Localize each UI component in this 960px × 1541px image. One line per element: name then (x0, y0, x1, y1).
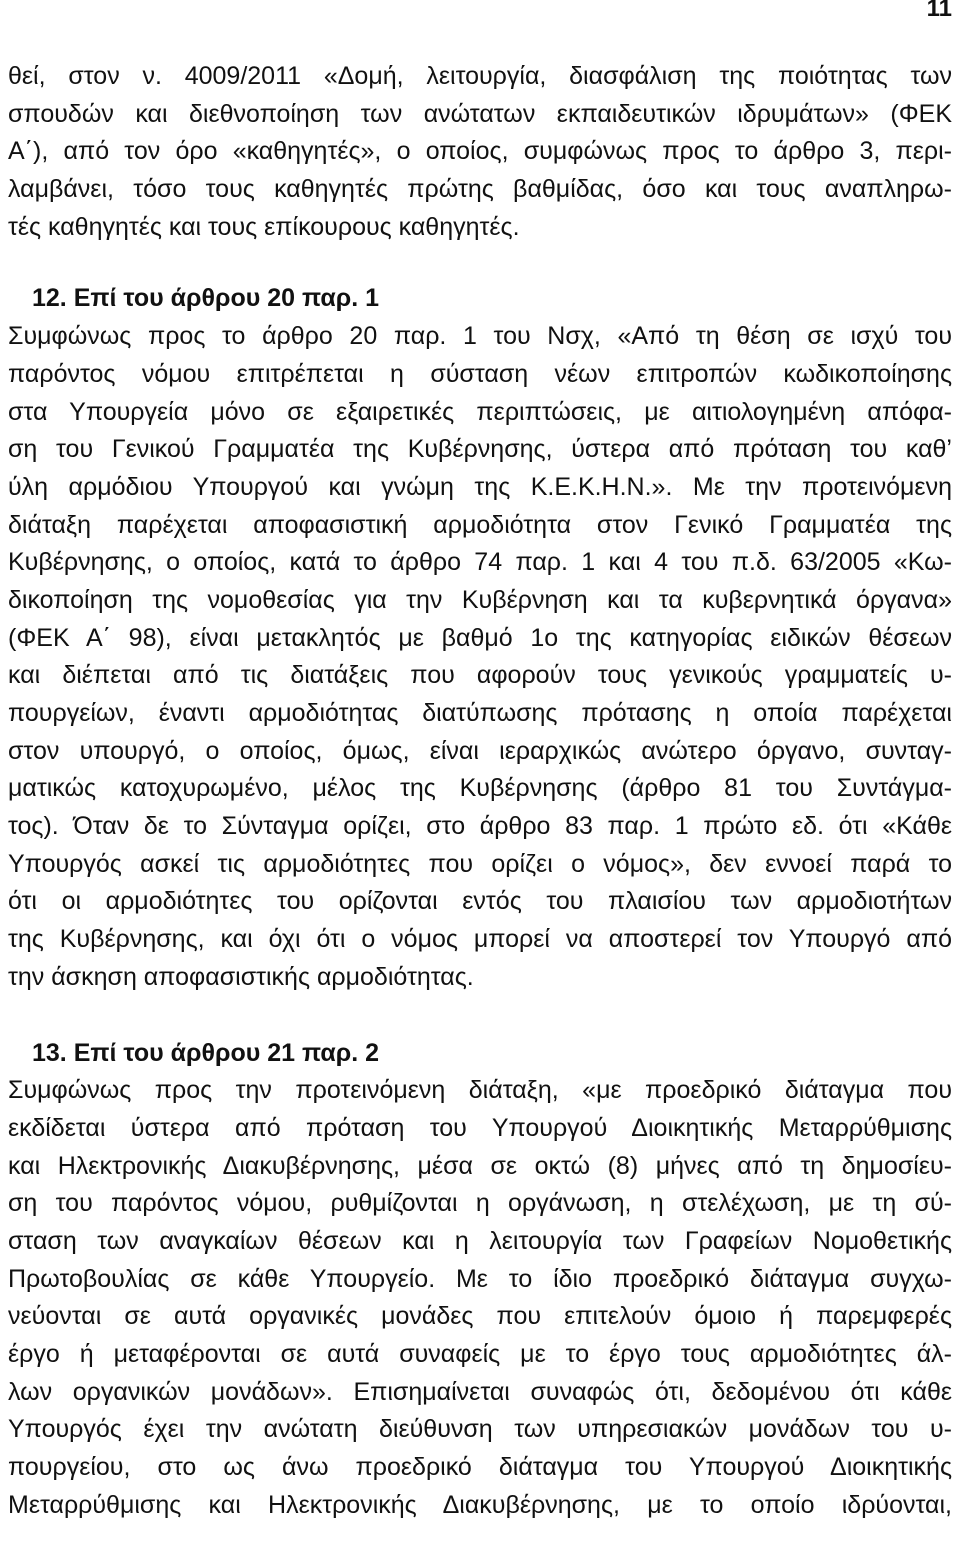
text-line: Συμφώνως προς το άρθρο 20 παρ. 1 του Νσχ, «Από τη θέση σε ισχύ του (8, 322, 952, 351)
section-heading: 12. Επί του άρθρου 20 παρ. 1 (32, 284, 380, 313)
text-line: Υπουργός έχει την ανώτατη διεύθυνση των υπηρεσιακών μονάδων του υ- (8, 1415, 952, 1444)
text-line: θεί, στον ν. 4009/2011 «Δομή, λειτουργία, διασφάλιση της ποιότητας των (8, 62, 952, 90)
text-line: λων οργανικών μονάδων». Επισημαίνεται συναφώς ότι, δεδομένου ότι κάθε (8, 1377, 952, 1406)
text-line: πουργείου, στο ως άνω προεδρικό διάταγμα του Υπουργού Διοικητικής (8, 1453, 952, 1482)
section-13 (8, 1035, 952, 1525)
text-line: της Κυβέρνησης, και όχι ότι ο νόμος μπορεί να αποστερεί τον Υπουργό από (8, 925, 952, 954)
text-line: ύλη αρμόδιου Υπουργού και γνώμη της Κ.Ε.Κ.Η.Ν.». Με την προτεινόμενη (8, 472, 952, 501)
section-12 (8, 280, 952, 996)
text-line: ση του παρόντος νόμου, ρυθμίζονται η οργάνωση, η στελέχωση, με τη σύ- (8, 1189, 952, 1218)
text-line: στον υπουργό, ο οποίος, όμως, είναι ιεραρχικώς ανώτερο όργανο, συνταγ- (8, 736, 952, 765)
section-heading: 13. Επί του άρθρου 21 παρ. 2 (32, 1038, 380, 1067)
text-line: λαμβάνει, τόσο τους καθηγητές πρώτης βαθμίδας, όσο και τους αναπληρω- (8, 175, 952, 204)
text-line: ότι οι αρμοδιότητες του ορίζονται εντός του πλαισίου των αρμοδιοτήτων (8, 887, 952, 916)
text-line: ματικώς κατοχυρωμένο, μέλος της Κυβέρνησης (άρθρο 81 του Συντάγμα- (8, 774, 952, 803)
text-line: Συμφώνως προς την προτεινόμενη διάταξη, «με προεδρικό διάταγμα που (8, 1076, 952, 1105)
text-line: Μεταρρύθμισης και Ηλεκτρονικής Διακυβέρνησης, με το οποίο ιδρύονται, (8, 1490, 952, 1519)
text-line: ση του Γενικού Γραμματέα της Κυβέρνησης, ύστερα από πρόταση του καθ’ (8, 435, 952, 464)
text-line: πουργείων, έναντι αρμοδιότητας διατύπωσης πρότασης η οποία παρέχεται (8, 699, 952, 727)
text-line: έργο ή μεταφέρονται σε αυτά συναφείς με το έργο τους αρμοδιότητες άλ- (8, 1340, 952, 1368)
text-line: (ΦΕΚ Α΄ 98), είναι μετακλητός με βαθμό 1ο της κατηγορίας ειδικών θέσεων (8, 623, 952, 652)
text-line: τές καθηγητές και τους επίκουρους καθηγητές. (8, 212, 520, 241)
text-line: εκδίδεται ύστερα από πρόταση του Υπουργού Διοικητικής Μεταρρύθμισης (8, 1113, 952, 1142)
text-line: Υπουργός ασκεί τις αρμοδιότητες που ορίζει ο νόμος», δεν εννοεί παρά το (8, 849, 952, 878)
text-line: Α΄), από τον όρο «καθηγητές», ο οποίος, συμφώνως προς το άρθρο 3, περι- (8, 137, 952, 166)
text-line: σπουδών και διεθνοποίηση των ανώτατων εκπαιδευτικών ιδρυμάτων» (ΦΕΚ (8, 99, 952, 128)
text-line: διάταξη παρέχεται αποφασιστική αρμοδιότητα στον Γενικό Γραμματέα της (8, 510, 952, 539)
text-line: την άσκηση αποφασιστικής αρμοδιότητας. (8, 962, 474, 991)
text-line: και Ηλεκτρονικής Διακυβέρνησης, μέσα σε οκτώ (8) μήνες από τη δημοσίευ- (8, 1151, 952, 1180)
text-line: δικοποίηση της νομοθεσίας για την Κυβέρνηση και τα κυβερνητικά όργανα» (8, 585, 952, 614)
paragraph-11-continuation (8, 58, 952, 246)
text-line: τος). Όταν δε το Σύνταγμα ορίζει, στο άρθρο 83 παρ. 1 πρώτο εδ. ότι «Κάθε (8, 812, 952, 841)
text-line: στα Υπουργεία μόνο σε εξαιρετικές περιπτώσεις, με αιτιολογημένη απόφα- (8, 397, 952, 426)
text-line: παρόντος νόμου επιτρέπεται η σύσταση νέων επιτροπών κωδικοποίησης (8, 359, 952, 388)
page-number: 11 (926, 0, 952, 22)
text-line: Πρωτοβουλίας σε κάθε Υπουργείο. Με το ίδιο προεδρικό διάταγμα συγχω- (8, 1264, 952, 1293)
text-line: Κυβέρνησης, ο οποίος, κατά το άρθρο 74 παρ. 1 και 4 του π.δ. 63/2005 «Κω- (8, 548, 952, 577)
text-line: και διέπεται από τις διατάξεις που αφορούν τους γενικούς γραμματείς υ- (8, 661, 952, 690)
text-line: νεύονται σε αυτά οργανικές μονάδες που επιτελούν όμοιο ή παρεμφερές (8, 1302, 952, 1331)
document-body (8, 58, 952, 1524)
text-line: σταση των αναγκαίων θέσεων και η λειτουργία των Γραφείων Νομοθετικής (8, 1226, 952, 1255)
